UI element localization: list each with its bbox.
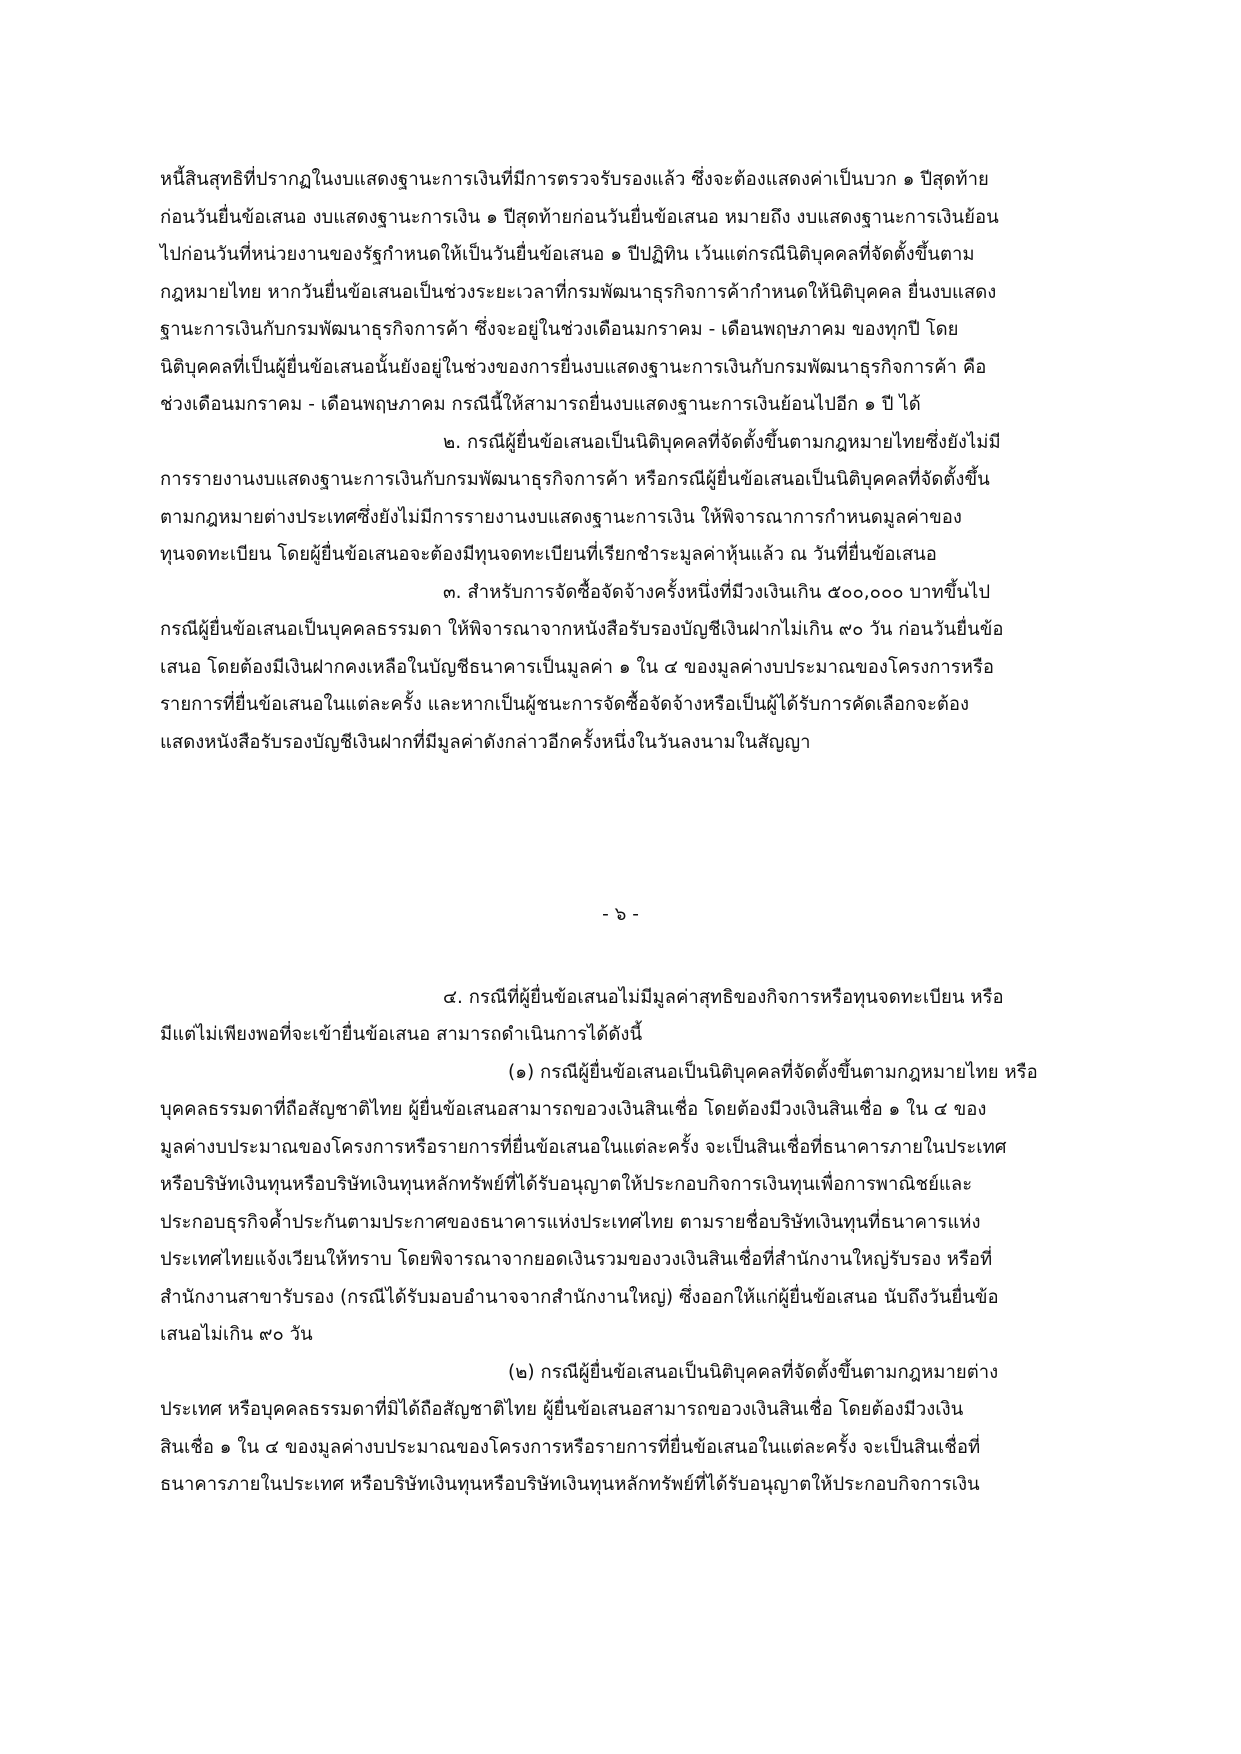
- paragraph-line: รายการที่ยื่นข้อเสนอในแต่ละครั้ง และหากเป็นผู้ชนะการจัดซื้อจัดจ้างหรือเป็นผู้ได้รับการคัดเลือกจะต้อง: [160, 694, 970, 715]
- paragraph-line: มีแต่ไม่เพียงพอที่จะเข้ายื่นข้อเสนอ สามารถดำเนินการได้ดังนี้: [160, 1024, 643, 1045]
- paragraph-line: ช่วงเดือนมกราคม - เดือนพฤษภาคม กรณีนี้ให้สามารถยื่นงบแสดงฐานะการเงินย้อนไปอีก ๑ ปี ได้: [160, 394, 921, 415]
- paragraph-line: มูลค่างบประมาณของโครงการหรือรายการที่ยื่นข้อเสนอในแต่ละครั้ง จะเป็นสินเชื่อที่ธนาคารภายในประเทศ: [160, 1137, 1007, 1158]
- paragraph-line: เสนอ โดยต้องมีเงินฝากคงเหลือในบัญชีธนาคารเป็นมูลค่า ๑ ใน ๔ ของมูลค่างบประมาณของโครงการหรือ: [160, 657, 994, 678]
- clause-3-heading: ๓. สำหรับการจัดซื้อจัดจ้างครั้งหนึ่งที่มีวงเงินเกิน ๕๐๐,๐๐๐ บาทขึ้นไป: [443, 582, 991, 603]
- paragraph-line: สำนักงานสาขารับรอง (กรณีได้รับมอบอำนาจจากสำนักงานใหญ่) ซึ่งออกให้แก่ผู้ยื่นข้อเสนอ นับถึงวันยื่นข้อ: [160, 1287, 999, 1308]
- subclause-1-heading: (๑) กรณีผู้ยื่นข้อเสนอเป็นนิติบุคคลที่จัดตั้งขึ้นตามกฎหมายไทย หรือ: [508, 1062, 1038, 1083]
- paragraph-line: กรณีผู้ยื่นข้อเสนอเป็นบุคคลธรรมดา ให้พิจารณาจากหนังสือรับรองบัญชีเงินฝากไม่เกิน ๙๐ วัน ก่อนวันยื่นข้อ: [160, 619, 1004, 640]
- paragraph-line: การรายงานงบแสดงฐานะการเงินกับกรมพัฒนาธุรกิจการค้า หรือกรณีผู้ยื่นข้อเสนอเป็นนิติบุคคลที่จัดตั้งขึ้น: [160, 469, 990, 490]
- paragraph-line: หรือบริษัทเงินทุนหรือบริษัทเงินทุนหลักทรัพย์ที่ได้รับอนุญาตให้ประกอบกิจการเงินทุนเพื่อการพาณิชย์และ: [160, 1174, 973, 1195]
- paragraph-line: ทุนจดทะเบียน โดยผู้ยื่นข้อเสนอจะต้องมีทุนจดทะเบียนที่เรียกชำระมูลค่าหุ้นแล้ว ณ วันที่ยื่นข้อเสนอ: [160, 544, 937, 565]
- paragraph-line: บุคคลธรรมดาที่ถือสัญชาติไทย ผู้ยื่นข้อเสนอสามารถขอวงเงินสินเชื่อ โดยต้องมีวงเงินสินเชื่อ ๑ ใน ๔ ของ: [160, 1099, 987, 1120]
- clause-4-heading: ๔. กรณีที่ผู้ยื่นข้อเสนอไม่มีมูลค่าสุทธิของกิจการหรือทุนจดทะเบียน หรือ: [443, 987, 1004, 1008]
- paragraph-line: ตามกฎหมายต่างประเทศซึ่งยังไม่มีการรายงานงบแสดงฐานะการเงิน ให้พิจารณาการกำหนดมูลค่าของ: [160, 507, 962, 528]
- paragraph-line: ไปก่อนวันที่หน่วยงานของรัฐกำหนดให้เป็นวันยื่นข้อเสนอ ๑ ปีปฏิทิน เว้นแต่กรณีนิติบุคคลที่จัดตั้งขึ้นตาม: [160, 244, 975, 265]
- paragraph-line: นิติบุคคลที่เป็นผู้ยื่นข้อเสนอนั้นยังอยู่ในช่วงของการยื่นงบแสดงฐานะการเงินกับกรมพัฒนาธุรกิจการค้า คือ: [160, 357, 987, 378]
- page-number: - ๖ -: [602, 904, 639, 925]
- paragraph-line: แสดงหนังสือรับรองบัญชีเงินฝากที่มีมูลค่าดังกล่าวอีกครั้งหนึ่งในวันลงนามในสัญญา: [160, 732, 811, 753]
- subclause-2-heading: (๒) กรณีผู้ยื่นข้อเสนอเป็นนิติบุคคลที่จัดตั้งขึ้นตามกฎหมายต่าง: [508, 1362, 999, 1383]
- paragraph-line: เสนอไม่เกิน ๙๐ วัน: [160, 1324, 313, 1345]
- paragraph-line: ประกอบธุรกิจค้ำประกันตามประกาศของธนาคารแห่งประเทศไทย ตามรายชื่อบริษัทเงินทุนที่ธนาคารแห่ง: [160, 1212, 981, 1233]
- clause-2-heading: ๒. กรณีผู้ยื่นข้อเสนอเป็นนิติบุคคลที่จัดตั้งขึ้นตามกฎหมายไทยซึ่งยังไม่มี: [443, 432, 1001, 453]
- paragraph-line: ประเทศไทยแจ้งเวียนให้ทราบ โดยพิจารณาจากยอดเงินรวมของวงเงินสินเชื่อที่สำนักงานใหญ่รับรอง หรือที่: [160, 1249, 993, 1270]
- paragraph-line: ประเทศ หรือบุคคลธรรมดาที่มิได้ถือสัญชาติไทย ผู้ยื่นข้อเสนอสามารถขอวงเงินสินเชื่อ โดยต้องมีวงเงิน: [160, 1399, 964, 1420]
- paragraph-line: ธนาคารภายในประเทศ หรือบริษัทเงินทุนหรือบริษัทเงินทุนหลักทรัพย์ที่ได้รับอนุญาตให้ประกอบกิจการเงิน: [160, 1474, 980, 1495]
- paragraph-line: สินเชื่อ ๑ ใน ๔ ของมูลค่างบประมาณของโครงการหรือรายการที่ยื่นข้อเสนอในแต่ละครั้ง จะเป็นสินเชื่อที่: [160, 1437, 981, 1458]
- paragraph-line: กฎหมายไทย หากวันยื่นข้อเสนอเป็นช่วงระยะเวลาที่กรมพัฒนาธุรกิจการค้ากำหนดให้นิติบุคคล ยื่นงบแสดง: [160, 282, 997, 303]
- paragraph-line: ฐานะการเงินกับกรมพัฒนาธุรกิจการค้า ซึ่งจะอยู่ในช่วงเดือนมกราคม - เดือนพฤษภาคม ของทุกปี โดย: [160, 319, 959, 340]
- paragraph-line: ก่อนวันยื่นข้อเสนอ งบแสดงฐานะการเงิน ๑ ปีสุดท้ายก่อนวันยื่นข้อเสนอ หมายถึง งบแสดงฐานะการเงินย้อน: [160, 207, 999, 228]
- paragraph-line: หนี้สินสุทธิที่ปรากฏในงบแสดงฐานะการเงินที่มีการตรวจรับรองแล้ว ซึ่งจะต้องแสดงค่าเป็นบวก ๑ ปีสุดท้าย: [160, 169, 989, 190]
